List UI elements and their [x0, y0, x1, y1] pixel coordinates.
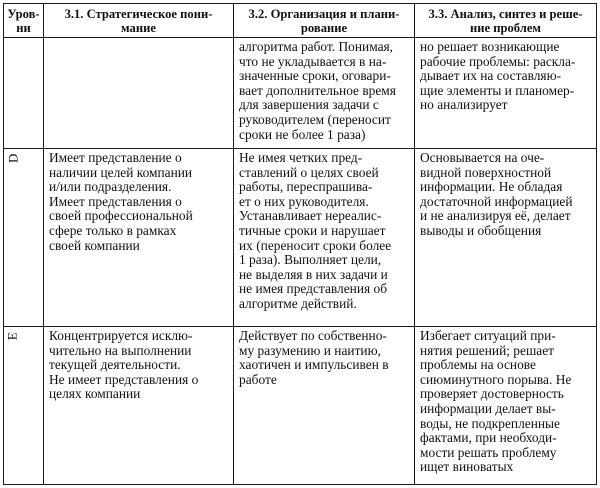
strategic-cell: Концентрируется исклю- чительно на выполнении текущей деятельности. Не имеет представления о целях компании: [44, 327, 234, 485]
header-analysis-synthesis: 3.3. Анализ, синтез и реше- ние проблем: [415, 4, 597, 38]
level-cell: D: [4, 149, 44, 327]
planning-cell: Не имея четких пред- ставлений о целях своей работы, переспрашива- ет о них руководителя. Устанавливает нереалис- тичные сроки и нарушает их (переносит сроки более 1 раза). Выполняет цели, не выделяя в них задачи и не имея представления об алгоритме действий.: [234, 149, 415, 327]
header-row: [4, 4, 597, 38]
table-row: [4, 327, 597, 485]
header-organization-planning: 3.2. Организация и плани- рование: [234, 4, 415, 38]
header-strategic-understanding: 3.1. Стратегическое пони- мание: [44, 4, 234, 38]
level-cell: [4, 38, 44, 149]
competency-table: [3, 3, 597, 485]
analysis-cell: но решает возникающие рабочие проблемы: раскла- дывает их на составляю- щие элементы и планомер- но анализирует: [415, 38, 597, 149]
level-cell: E: [4, 327, 44, 485]
strategic-cell: Имеет представление о наличии целей компании и/или подразделения. Имеет представления о своей профессиональной сфере только в рамках своей компании: [44, 149, 234, 327]
planning-cell: алгоритма работ. Понимая, что не укладывается в на- значенные сроки, оговари- вает дополнительное время для завершения задачи с руководителем (переносит сроки не более 1 раза): [234, 38, 415, 149]
table-row: [4, 38, 597, 149]
header-levels: Уров- ни: [4, 4, 44, 38]
table-row: [4, 149, 597, 327]
planning-cell: Действует по собственно- му разумению и наитию, хаотичен и импульсивен в работе: [234, 327, 415, 485]
analysis-cell: Избегает ситуаций при- нятия решений; решает проблемы на основе сиюминутного порыва. Не проверяет достоверность информации делает вы- воды, не подкрепленные фактами, при необходи- мости решать проблему ищет виноватых: [415, 327, 597, 485]
strategic-cell: [44, 38, 234, 149]
analysis-cell: Основывается на оче- видной поверхностной информации. Не обладая достаточной информацией и не анализируя её, делает выводы и обобщения: [415, 149, 597, 327]
